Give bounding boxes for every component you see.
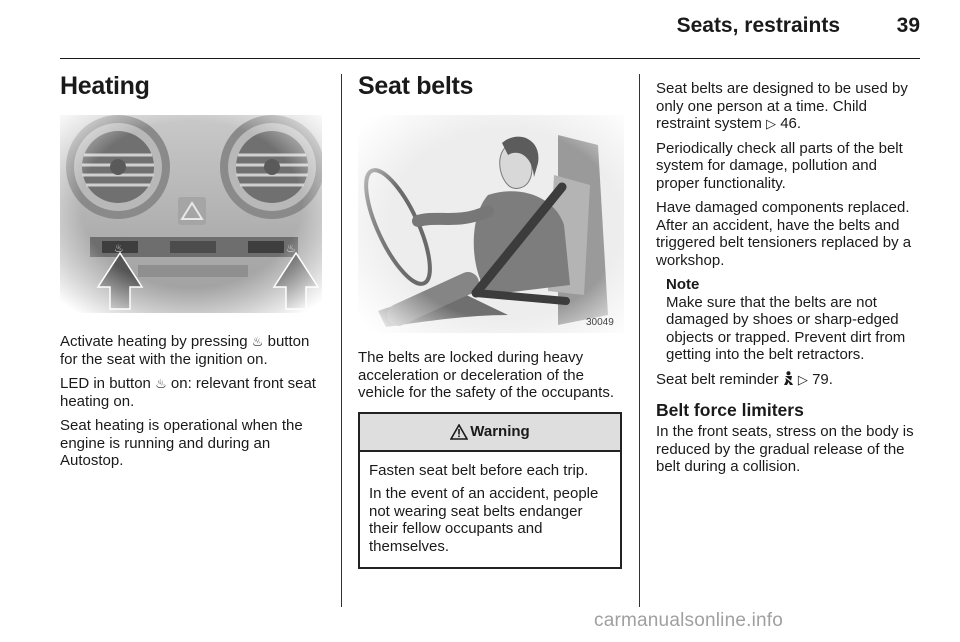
seatbelts-section	[358, 72, 626, 569]
seatbelts-intro: The belts are locked during heavy acceleration or deceleration of the vehicle for the safety of the occupants.	[358, 349, 614, 401]
heating-heading: Heating	[60, 72, 150, 100]
column-divider-2	[639, 74, 640, 607]
warning-triangle-icon	[450, 424, 468, 440]
warning-line-1: Fasten seat belt before each trip.	[369, 461, 589, 479]
warning-header	[360, 414, 620, 452]
belt-force-limiters-text: In the front seats, stress on the body is reduced by the gradual release of the belt during a collision.	[656, 423, 914, 475]
column-divider-1	[341, 74, 342, 607]
seat-heating-icon: ♨	[155, 376, 167, 391]
page-reference-icon: ▷	[797, 371, 808, 387]
page-number: 39	[896, 14, 920, 37]
seat-heating-icon: ♨	[251, 334, 264, 349]
seatbelt-reminder: Seat belt reminder ▷ 79.	[656, 370, 833, 388]
seatbelt-reminder-icon	[783, 371, 794, 386]
belt-force-limiters-heading: Belt force limiters	[656, 400, 804, 420]
heating-para-2: LED in button ♨ on: relevant front seat heating on.	[60, 375, 316, 410]
heating-para-3: Seat heating is operational when the engine is running and during an Autostop.	[60, 417, 303, 469]
seat-heating-figure	[60, 115, 322, 313]
note-label: Note	[666, 276, 700, 293]
heating-para-1: Activate heating by pressing ♨ button for the seat with the ignition on.	[60, 333, 310, 368]
heating-section	[60, 72, 326, 477]
col3-para-1: Seat belts are designed to be used by only one person at a time. Child restraint system ▷ 46.	[656, 80, 908, 132]
seatbelt-figure	[358, 115, 624, 333]
watermark: carmanualsonline.info	[594, 610, 784, 631]
seatbelts-heading: Seat belts	[358, 72, 474, 100]
warning-box	[358, 412, 622, 570]
warning-body	[360, 452, 620, 568]
header-rule	[60, 58, 920, 59]
warning-title: Warning	[470, 423, 530, 440]
figure-number: 30049	[586, 317, 614, 328]
note-text: Make sure that the belts are not damaged by shoes or sharp-edged objects or trapped. Prevent dirt from getting into the belt retractors.	[666, 293, 906, 363]
header-title: Seats, restraints	[676, 14, 840, 37]
note-block	[656, 276, 924, 364]
col3-para-3: Have damaged components replaced. After an accident, have the belts and triggered belt tensioners replaced by a workshop.	[656, 199, 912, 269]
warning-line-2: In the event of an accident, people not wearing seat belts endanger their fellow occupants and themselves.	[369, 485, 599, 555]
col3-para-2: Periodically check all parts of the belt system for damage, pollution and proper functionality.	[656, 139, 903, 192]
page-reference-icon: ▷	[766, 116, 777, 131]
seatbelts-continued	[656, 80, 924, 483]
